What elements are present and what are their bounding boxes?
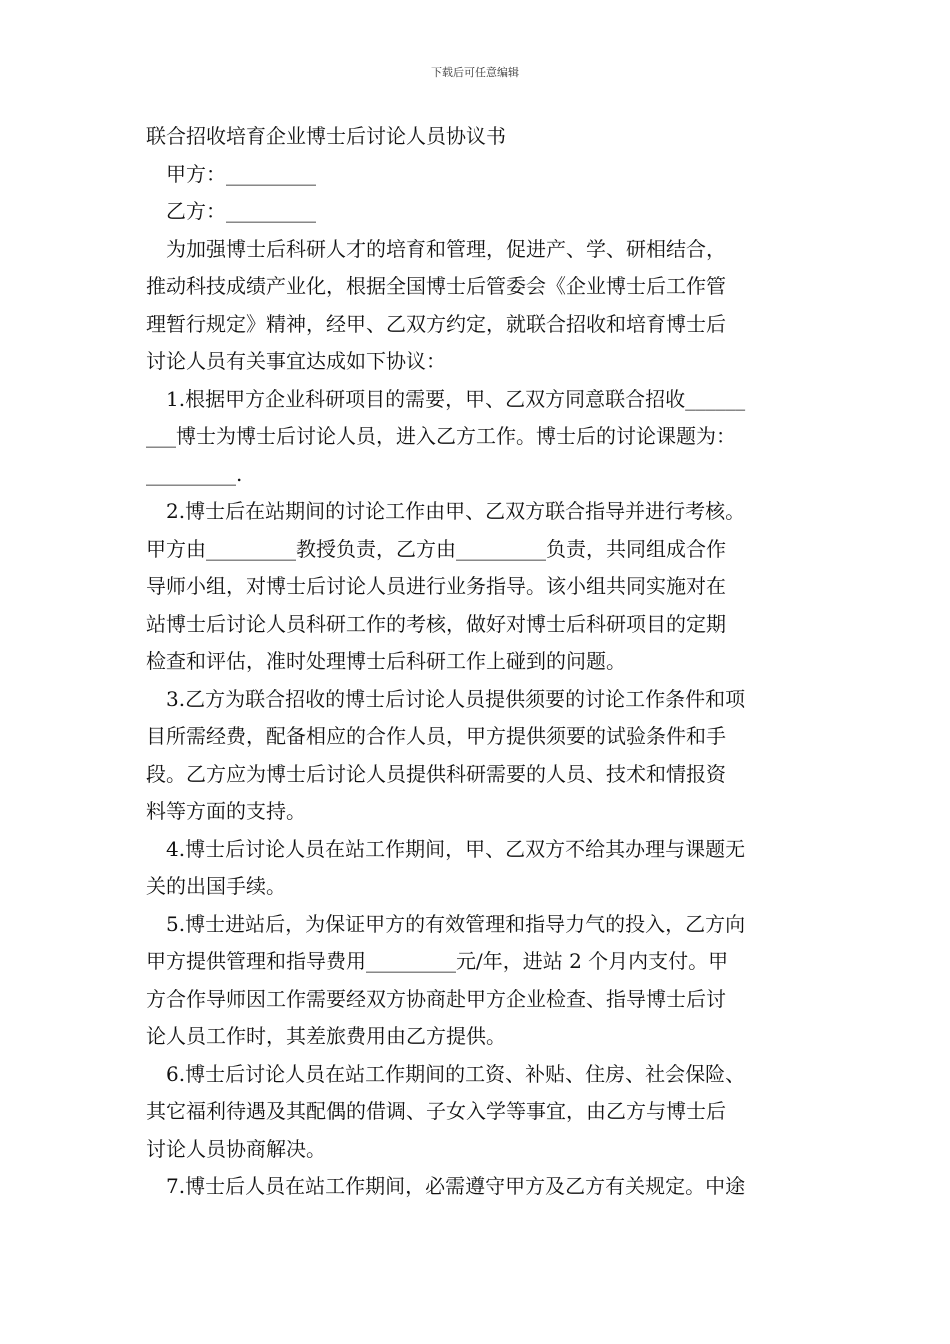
clause-6-line: 6.博士后讨论人员在站工作期间的工资、补贴、住房、社会保险、 [166,1061,746,1086]
clause-5-line: 论人员工作时，其差旅费用由乙方提供。 [146,1024,506,1048]
clause-5-line: 方合作导师因工作需要经双方协商赴甲方企业检查、指导博士后讨 [146,986,726,1011]
clause-3-line: 段。乙方应为博士后讨论人员提供科研需要的人员、技术和情报资 [146,761,726,786]
clause-4-line: 4.博士后讨论人员在站工作期间，甲、乙双方不给其办理与课题无 [166,836,746,861]
clause-1-line: _________. [146,461,243,486]
document-title: 联合招收培育企业博士后讨论人员协议书 [146,124,506,148]
document-body [146,118,808,1206]
clause-6-line: 讨论人员协商解决。 [146,1136,326,1161]
clause-7-line: 7.博士后人员在站工作期间，必需遵守甲方及乙方有关规定。中途 [166,1174,746,1198]
paragraph-line: 讨论人员有关事宜达成如下协议： [146,349,446,373]
clause-5-line: 5.博士进站后，为保证甲方的有效管理和指导力气的投入，乙方向 [166,911,746,936]
clause-2-line: 导师小组，对博士后讨论人员进行业务指导。该小组共同实施对在 [146,574,726,598]
clause-1-line: 1.根据甲方企业科研项目的需要，甲、乙双方同意联合招收______ [166,386,746,411]
clause-3-line: 目所需经费，配备相应的合作人员，甲方提供须要的试验条件和手 [146,724,726,748]
clause-6-line: 其它福利待遇及其配偶的借调、子女入学等事宜，由乙方与博士后 [146,1099,726,1123]
page-header: 下载后可任意编辑 [431,66,519,79]
paragraph-line: 理暂行规定》精神，经甲、乙双方约定，就联合招收和培育博士后 [146,311,726,336]
party-a-line: 甲方：_________ [166,161,316,186]
paragraph-line: 为加强博士后科研人才的培育和管理，促进产、学、研相结合， [166,236,726,261]
clause-3-line: 料等方面的支持。 [146,799,306,823]
clause-2-line: 检查和评估，准时处理博士后科研工作上碰到的问题。 [146,649,626,673]
clause-2-line: 甲方由_________教授负责，乙方由_________负责，共同组成合作 [146,536,726,561]
clause-1-line: ___博士为博士后讨论人员，进入乙方工作。博士后的讨论课题为： [146,424,736,448]
clause-3-line: 3.乙方为联合招收的博士后讨论人员提供须要的讨论工作条件和项 [166,686,746,711]
party-b-line: 乙方：_________ [166,199,316,223]
clause-4-line: 关的出国手续。 [146,874,286,898]
clause-5-line: 甲方提供管理和指导费用_________元/年，进站 2 个月内支付。甲 [146,949,729,973]
clause-2-line: 2.博士后在站期间的讨论工作由甲、乙双方联合指导并进行考核。 [166,499,746,523]
paragraph-line: 推动科技成绩产业化，根据全国博士后管委会《企业博士后工作管 [146,274,726,298]
clause-2-line: 站博士后讨论人员科研工作的考核，做好对博士后科研项目的定期 [146,611,726,636]
